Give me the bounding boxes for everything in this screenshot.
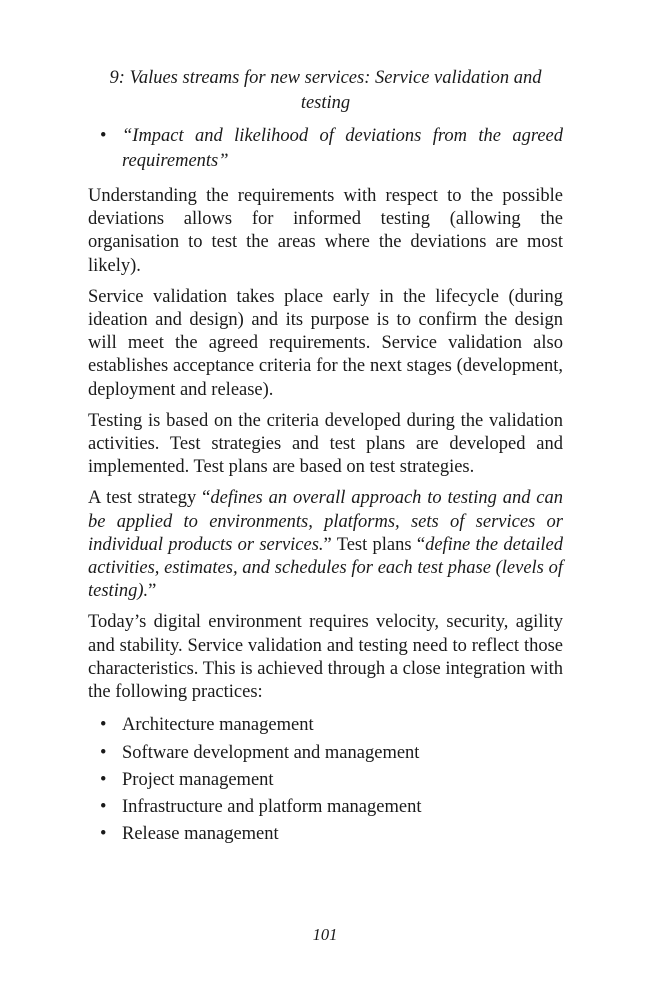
- bullet-icon: •: [100, 715, 107, 736]
- page-body: [88, 66, 563, 849]
- running-head: 9: Values streams for new services: Service validation and testing: [109, 68, 542, 113]
- text-run: ”: [148, 581, 157, 602]
- list-item: [88, 740, 563, 767]
- text-run: A test strategy “: [88, 488, 211, 509]
- list-item: [88, 794, 563, 821]
- list-item-label: Release management: [122, 824, 279, 845]
- bullet-icon: •: [100, 126, 107, 146]
- list-item: [88, 767, 563, 794]
- paragraph-digital-environment: Today’s digital environment requires velocity, security, agility and stability. Service validation and testing need to reflect those characteristics. This is achieved through a close integration with the following practices:: [88, 612, 563, 703]
- quote-text: “Impact and likelihood of deviations from the agreed requirements”: [122, 126, 563, 171]
- italic-definition-strategy: defines an overall approach to testing and can be applied to environments, platforms, sets of services or individual products or services.: [88, 488, 563, 555]
- bullet-icon: •: [100, 797, 107, 818]
- paragraph-test-strategy: [88, 487, 563, 603]
- list-item: [88, 124, 563, 174]
- list-item: [88, 712, 563, 739]
- paragraph-requirements: Understanding the requirements with respect to the possible deviations allows for informed testing (allowing the organisation to test the areas where the deviations are most likely).: [88, 186, 563, 276]
- paragraph-service-validation: Service validation takes place early in the lifecycle (during ideation and design) and its purpose is to confirm the design will meet the agreed requirements. Service validation also establishes acceptance criteria for the next stages (development, deployment and release).: [88, 286, 563, 400]
- list-item: [88, 821, 563, 848]
- page-number: 101: [312, 925, 338, 944]
- bullet-icon: •: [100, 824, 107, 845]
- bullet-icon: •: [100, 769, 107, 790]
- italic-definition-plans: define the detailed activities, estimates, and schedules for each test phase (levels of testing).: [88, 534, 563, 602]
- quote-list: [88, 124, 563, 174]
- text-run: ” Test plans “: [323, 534, 426, 555]
- paragraph-testing: Testing is based on the criteria developed during the validation activities. Test strategies and test plans are developed and implemented. Test plans are based on test strategies.: [88, 410, 563, 478]
- list-item-label: Project management: [122, 769, 274, 790]
- practices-list: [88, 712, 563, 848]
- bullet-icon: •: [100, 742, 107, 763]
- list-item-label: Infrastructure and platform management: [122, 797, 422, 818]
- list-item-label: Architecture management: [122, 715, 314, 736]
- list-item-label: Software development and management: [122, 742, 420, 763]
